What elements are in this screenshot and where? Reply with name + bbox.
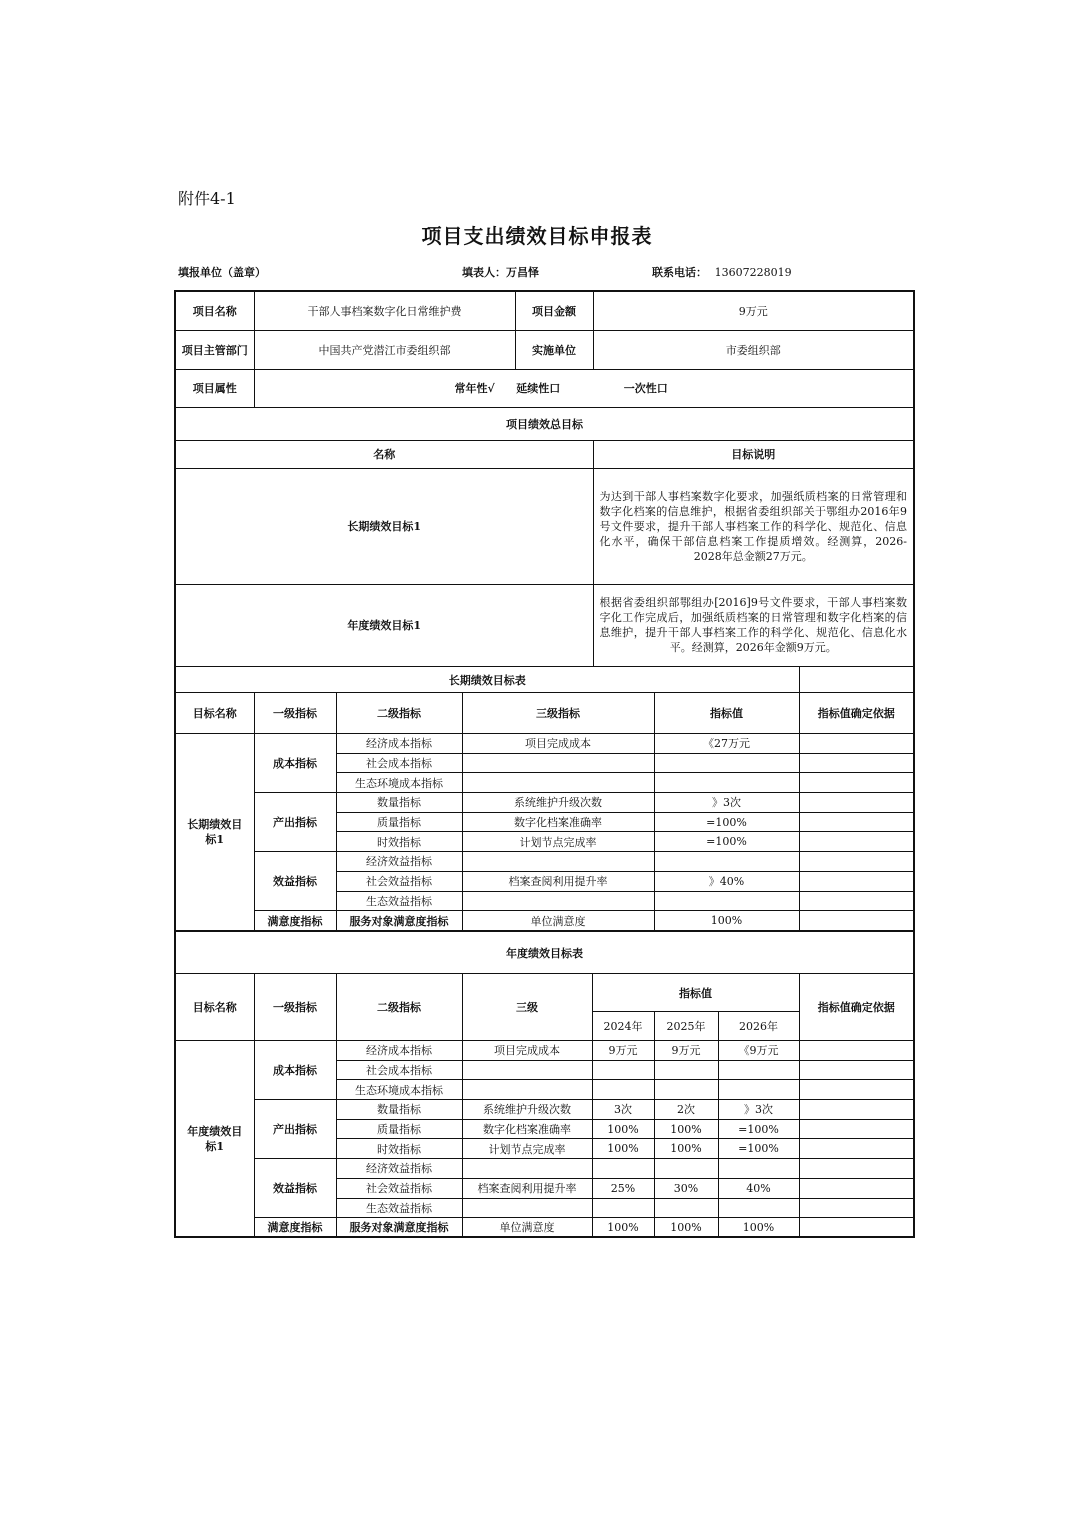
long-value <box>654 753 799 773</box>
annual-v2024: 25% <box>592 1178 654 1198</box>
annual-v2025: 100% <box>654 1218 718 1238</box>
unit-label: 填报单位（盖章） <box>178 266 266 279</box>
long-l3: 系统维护升级次数 <box>462 793 654 813</box>
project-attr-row <box>175 369 914 407</box>
annual-v2026: 《9万元 <box>718 1041 799 1061</box>
annual-l2: 经济效益指标 <box>336 1159 462 1179</box>
phone-field <box>652 264 792 280</box>
annual-goal-desc: 根据省委组织部鄂组办[2016]9号文件要求，干部人事档案数字化工作完成后，加强纸质档案的日常管理和数字化档案的信息维护，提升干部人事档案工作的科学化、规范化、信息化水平。经测算，2026年金额9万元。 <box>593 584 914 666</box>
annual-l3: 单位满意度 <box>462 1218 592 1238</box>
annual-v2024 <box>592 1080 654 1100</box>
long-l2: 服务对象满意度指标 <box>336 911 462 931</box>
annual-v2025: 2次 <box>654 1100 718 1120</box>
table-row <box>175 1100 914 1120</box>
year-2025: 2025年 <box>654 1012 718 1041</box>
project-name-value: 干部人事档案数字化日常维护费 <box>254 291 515 330</box>
overall-section-row <box>175 407 914 440</box>
long-l3: 计划节点完成率 <box>462 832 654 852</box>
annual-l3 <box>462 1159 592 1179</box>
annual-l3: 数字化档案准确率 <box>462 1119 592 1139</box>
annual-l2: 时效指标 <box>336 1139 462 1159</box>
attr-once: 一次性口 <box>623 382 668 395</box>
annual-goal-row <box>175 584 914 666</box>
annual-l2: 生态环境成本指标 <box>336 1080 462 1100</box>
long-l3 <box>462 773 654 793</box>
long-header-value: 指标值 <box>654 693 799 734</box>
annual-basis <box>799 1041 914 1061</box>
long-l2: 时效指标 <box>336 832 462 852</box>
project-attr-label: 项目属性 <box>175 369 254 407</box>
project-attr-options <box>254 369 914 407</box>
annual-header-l3: 三级 <box>462 974 592 1041</box>
annual-v2026: 40% <box>718 1178 799 1198</box>
long-section-title: 长期绩效目标表 <box>175 667 799 693</box>
overall-section-title: 项目绩效总目标 <box>175 407 914 440</box>
table-row <box>175 911 914 931</box>
project-amount-value: 9万元 <box>593 291 914 330</box>
long-term-goal-row <box>175 468 914 584</box>
long-l3 <box>462 753 654 773</box>
annual-table <box>174 931 915 1238</box>
annual-l1-benefit: 效益指标 <box>254 1159 336 1218</box>
annual-header-row <box>175 974 914 1012</box>
annual-v2026 <box>718 1198 799 1218</box>
annual-v2025: 100% <box>654 1119 718 1139</box>
annual-l1-cost: 成本指标 <box>254 1041 336 1100</box>
annual-v2025: 30% <box>654 1178 718 1198</box>
annual-v2024: 100% <box>592 1119 654 1139</box>
long-basis <box>799 773 914 793</box>
phone-label: 联系电话： <box>652 266 707 279</box>
project-name-label: 项目名称 <box>175 291 254 330</box>
annual-basis <box>799 1100 914 1120</box>
table-row <box>175 734 914 754</box>
overall-header-row <box>175 440 914 468</box>
long-value: 《27万元 <box>654 734 799 754</box>
long-term-goal-name: 长期绩效目标1 <box>175 468 593 584</box>
table-row <box>175 1218 914 1238</box>
overall-col-name: 名称 <box>175 440 593 468</box>
project-dept-value: 中国共产党潜江市委组织部 <box>254 330 515 369</box>
long-value: 100% <box>654 911 799 931</box>
annual-l3: 项目完成成本 <box>462 1041 592 1061</box>
long-value <box>654 852 799 872</box>
long-basis <box>799 852 914 872</box>
long-value <box>654 891 799 911</box>
annual-l2: 数量指标 <box>336 1100 462 1120</box>
project-amount-label: 项目金额 <box>515 291 593 330</box>
annual-header-l1: 一级指标 <box>254 974 336 1041</box>
impl-unit-label: 实施单位 <box>515 330 593 369</box>
long-basis <box>799 812 914 832</box>
long-basis <box>799 753 914 773</box>
annual-basis <box>799 1080 914 1100</box>
long-l2: 生态环境成本指标 <box>336 773 462 793</box>
project-name-row <box>175 291 914 330</box>
annual-l2: 生态效益指标 <box>336 1198 462 1218</box>
long-value <box>654 773 799 793</box>
long-term-goal-desc: 为达到干部人事档案数字化要求，加强纸质档案的日常管理和数字化档案的信息维护，根据省委组织部关于鄂组办2016年9号文件要求，提升干部人事档案工作的科学化、规范化、信息化水平，确保干部信息档案工作提质增效。经测算，2026-2028年总金额27万元。 <box>593 468 914 584</box>
year-2024: 2024年 <box>592 1012 654 1041</box>
annual-v2025 <box>654 1159 718 1179</box>
long-l2: 数量指标 <box>336 793 462 813</box>
long-header-goal: 目标名称 <box>175 693 254 734</box>
long-l1-cost: 成本指标 <box>254 734 336 793</box>
annual-basis <box>799 1139 914 1159</box>
long-l1-benefit: 效益指标 <box>254 852 336 911</box>
long-basis <box>799 891 914 911</box>
annual-basis <box>799 1159 914 1179</box>
long-basis <box>799 871 914 891</box>
long-value: 》40% <box>654 871 799 891</box>
annual-v2024 <box>592 1198 654 1218</box>
attr-continuing: 延续性口 <box>516 382 561 395</box>
long-l2: 经济成本指标 <box>336 734 462 754</box>
annual-header-basis: 指标值确定依据 <box>799 974 914 1041</box>
annual-l3 <box>462 1198 592 1218</box>
long-l2: 生态效益指标 <box>336 891 462 911</box>
filler-label: 填表人： <box>462 266 506 279</box>
long-basis <box>799 911 914 931</box>
attachment-label: 附件4-1 <box>178 189 236 208</box>
project-info-table <box>174 290 915 667</box>
annual-l2: 质量指标 <box>336 1119 462 1139</box>
annual-v2026: 》3次 <box>718 1100 799 1120</box>
long-header-row <box>175 693 914 734</box>
annual-basis <box>799 1119 914 1139</box>
annual-v2024 <box>592 1060 654 1080</box>
long-l1-satisfaction: 满意度指标 <box>254 911 336 931</box>
annual-v2024: 100% <box>592 1139 654 1159</box>
long-goal-name: 长期绩效目标1 <box>175 734 254 931</box>
annual-l3 <box>462 1080 592 1100</box>
year-2026: 2026年 <box>718 1012 799 1041</box>
annual-l2: 社会效益指标 <box>336 1178 462 1198</box>
annual-basis <box>799 1198 914 1218</box>
long-section-blank <box>799 667 914 693</box>
form-title: 项目支出绩效目标申报表 <box>421 224 653 248</box>
overall-col-desc: 目标说明 <box>593 440 914 468</box>
long-l2: 经济效益指标 <box>336 852 462 872</box>
phone-value: 13607228019 <box>714 266 792 279</box>
long-value: 》3次 <box>654 793 799 813</box>
annual-l2: 经济成本指标 <box>336 1041 462 1061</box>
annual-v2024: 100% <box>592 1218 654 1238</box>
annual-v2025: 100% <box>654 1139 718 1159</box>
annual-v2026 <box>718 1060 799 1080</box>
impl-unit-value: 市委组织部 <box>593 330 914 369</box>
long-l3: 档案查阅利用提升率 <box>462 871 654 891</box>
long-basis <box>799 734 914 754</box>
long-l3 <box>462 852 654 872</box>
annual-section-title: 年度绩效目标表 <box>175 932 914 974</box>
annual-header-goal: 目标名称 <box>175 974 254 1041</box>
annual-header-l2: 二级指标 <box>336 974 462 1041</box>
long-value: =100% <box>654 812 799 832</box>
annual-v2025 <box>654 1060 718 1080</box>
annual-v2024: 9万元 <box>592 1041 654 1061</box>
annual-v2025 <box>654 1080 718 1100</box>
table-row <box>175 1041 914 1061</box>
long-l3: 数字化档案准确率 <box>462 812 654 832</box>
annual-l2: 服务对象满意度指标 <box>336 1218 462 1238</box>
long-value: =100% <box>654 832 799 852</box>
project-dept-label: 项目主管部门 <box>175 330 254 369</box>
annual-v2026 <box>718 1080 799 1100</box>
annual-l3: 档案查阅利用提升率 <box>462 1178 592 1198</box>
long-term-table <box>174 666 915 931</box>
annual-v2025 <box>654 1198 718 1218</box>
table-row <box>175 1159 914 1179</box>
table-row <box>175 852 914 872</box>
annual-basis <box>799 1178 914 1198</box>
annual-goal-name: 年度绩效目标1 <box>175 1041 254 1238</box>
long-header-l2: 二级指标 <box>336 693 462 734</box>
long-l1-output: 产出指标 <box>254 793 336 852</box>
project-dept-row <box>175 330 914 369</box>
annual-section-row <box>175 932 914 974</box>
long-l2: 社会效益指标 <box>336 871 462 891</box>
long-section-row <box>175 667 914 693</box>
annual-v2024: 3次 <box>592 1100 654 1120</box>
long-l3: 项目完成成本 <box>462 734 654 754</box>
annual-basis <box>799 1060 914 1080</box>
annual-basis <box>799 1218 914 1238</box>
annual-v2026: =100% <box>718 1119 799 1139</box>
long-header-l3: 三级指标 <box>462 693 654 734</box>
annual-l3: 系统维护升级次数 <box>462 1100 592 1120</box>
long-basis <box>799 832 914 852</box>
long-header-basis: 指标值确定依据 <box>799 693 914 734</box>
annual-l2: 社会成本指标 <box>336 1060 462 1080</box>
annual-v2026: =100% <box>718 1139 799 1159</box>
attr-regular: 常年性√ <box>454 382 495 395</box>
annual-v2026: 100% <box>718 1218 799 1238</box>
annual-goal-name: 年度绩效目标1 <box>175 584 593 666</box>
annual-v2026 <box>718 1159 799 1179</box>
annual-l3: 计划节点完成率 <box>462 1139 592 1159</box>
long-header-l1: 一级指标 <box>254 693 336 734</box>
annual-l3 <box>462 1060 592 1080</box>
annual-v2024 <box>592 1159 654 1179</box>
filler-field <box>462 264 539 280</box>
long-l2: 社会成本指标 <box>336 753 462 773</box>
annual-v2025: 9万元 <box>654 1041 718 1061</box>
long-l3: 单位满意度 <box>462 911 654 931</box>
annual-header-value: 指标值 <box>592 974 799 1012</box>
table-row <box>175 793 914 813</box>
long-l3 <box>462 891 654 911</box>
long-l2: 质量指标 <box>336 812 462 832</box>
filler-value: 万昌怿 <box>506 266 539 279</box>
annual-l1-output: 产出指标 <box>254 1100 336 1159</box>
long-basis <box>799 793 914 813</box>
annual-l1-satisfaction: 满意度指标 <box>254 1218 336 1238</box>
